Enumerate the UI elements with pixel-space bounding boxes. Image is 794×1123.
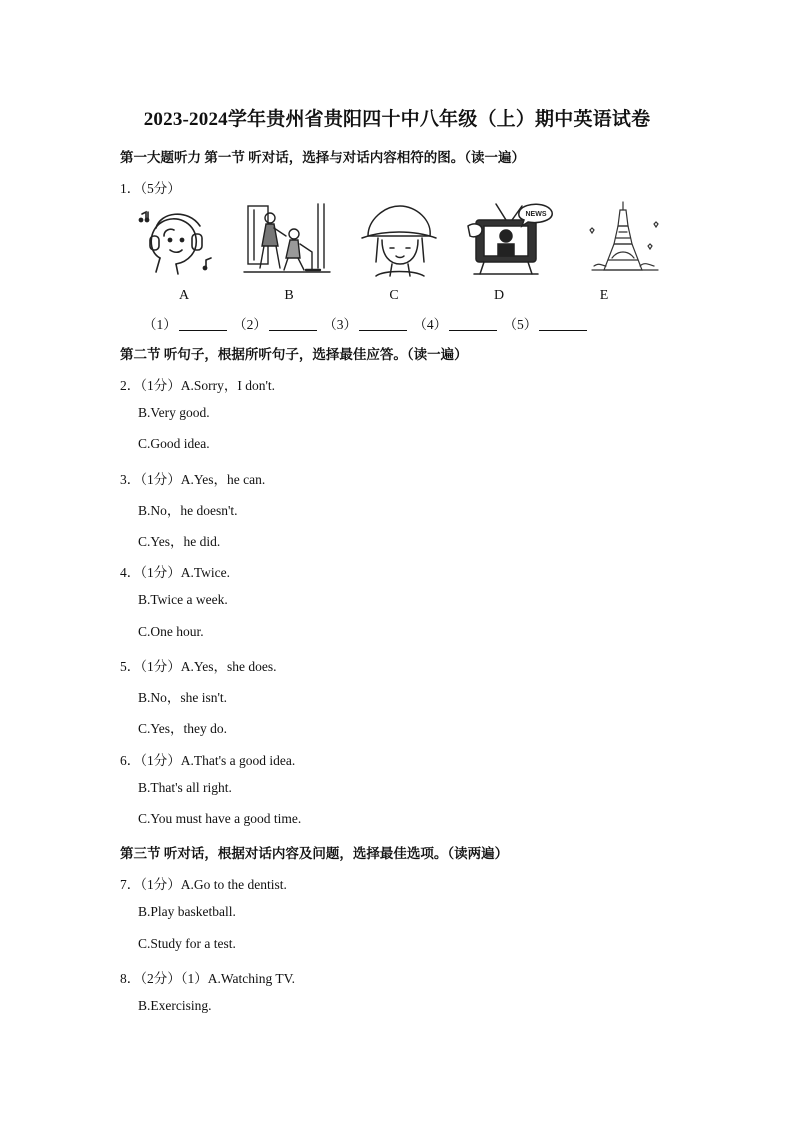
picture-label-a: A: [178, 288, 190, 303]
question-7-option-c: C.Study for a test.: [138, 936, 236, 951]
question-7-stem: 7．（1分）A.Go to the dentist.: [120, 877, 287, 892]
question-3-stem: 3．（1分）A.Yes，he can.: [120, 472, 266, 487]
svg-text:NEWS: NEWS: [525, 211, 547, 218]
answer-blank-1[interactable]: [179, 317, 227, 331]
answer-blank-5[interactable]: [539, 317, 587, 331]
question-5-stem: 5．（1分）A.Yes，she does.: [120, 659, 277, 674]
section-heading-part2: 第二节 听句子，根据所听句子，选择最佳应答。（读一遍）: [120, 347, 468, 362]
question-3-option-b: B.No，he doesn't.: [138, 503, 238, 518]
answer-blank-3[interactable]: [359, 317, 407, 331]
question-6-stem: 6．（1分）A.That's a good idea.: [120, 753, 296, 768]
question-2-option-c: C.Good idea.: [138, 436, 210, 451]
picture-label-d: D: [493, 288, 505, 303]
question-5-option-c: C.Yes，they do.: [138, 721, 228, 736]
picture-label-e: E: [599, 288, 609, 303]
picture-label-b: B: [284, 288, 294, 303]
girl-hat-icon: [354, 200, 444, 280]
picture-label-c: C: [389, 288, 399, 303]
answer-blank-2[interactable]: [269, 317, 317, 331]
people-cleaning-icon: [242, 200, 332, 280]
question-2-stem: 2．（1分）A.Sorry，I don't.: [120, 378, 276, 393]
section-heading-part1: 第一大题听力 第一节 听对话，选择与对话内容相符的图。（读一遍）: [120, 150, 525, 165]
answer-blank-4[interactable]: [449, 317, 497, 331]
question-3-option-c: C.Yes，he did.: [138, 534, 221, 549]
answer-blanks-row: [143, 313, 590, 333]
blank-label-2: （2）: [233, 317, 267, 332]
section-heading-part3: 第三节 听对话，根据对话内容及问题，选择最佳选项。（读两遍）: [120, 846, 509, 861]
question-6-option-c: C.You must have a good time.: [138, 811, 302, 826]
picture-row: [130, 200, 670, 280]
question-4-option-b: B.Twice a week.: [138, 592, 228, 607]
question-5-option-b: B.No，she isn't.: [138, 690, 228, 705]
question-4-option-c: C.One hour.: [138, 624, 204, 639]
blank-label-1: （1）: [143, 317, 177, 332]
question-7-option-b: B.Play basketball.: [138, 904, 236, 919]
blank-label-3: （3）: [323, 317, 357, 332]
blank-label-5: （5）: [503, 317, 538, 332]
question-6-option-b: B.That's all right.: [138, 780, 232, 795]
question-2-option-b: B.Very good.: [138, 405, 210, 420]
girl-headphones-music-icon: [130, 200, 220, 280]
blank-label-4: （4）: [413, 317, 448, 332]
eiffel-tower-icon: [578, 200, 668, 280]
question-4-stem: 4．（1分）A.Twice.: [120, 565, 231, 580]
question-8-stem: 8．（2分）（1）A.Watching TV.: [120, 971, 296, 986]
page-title: 2023-2024学年贵州省贵阳四十中八年级（上）期中英语试卷: [143, 109, 651, 130]
question-8-option-b: B.Exercising.: [138, 998, 212, 1013]
question-1-stem: 1．（5分）: [120, 181, 181, 196]
tv-news-icon: [466, 200, 556, 280]
